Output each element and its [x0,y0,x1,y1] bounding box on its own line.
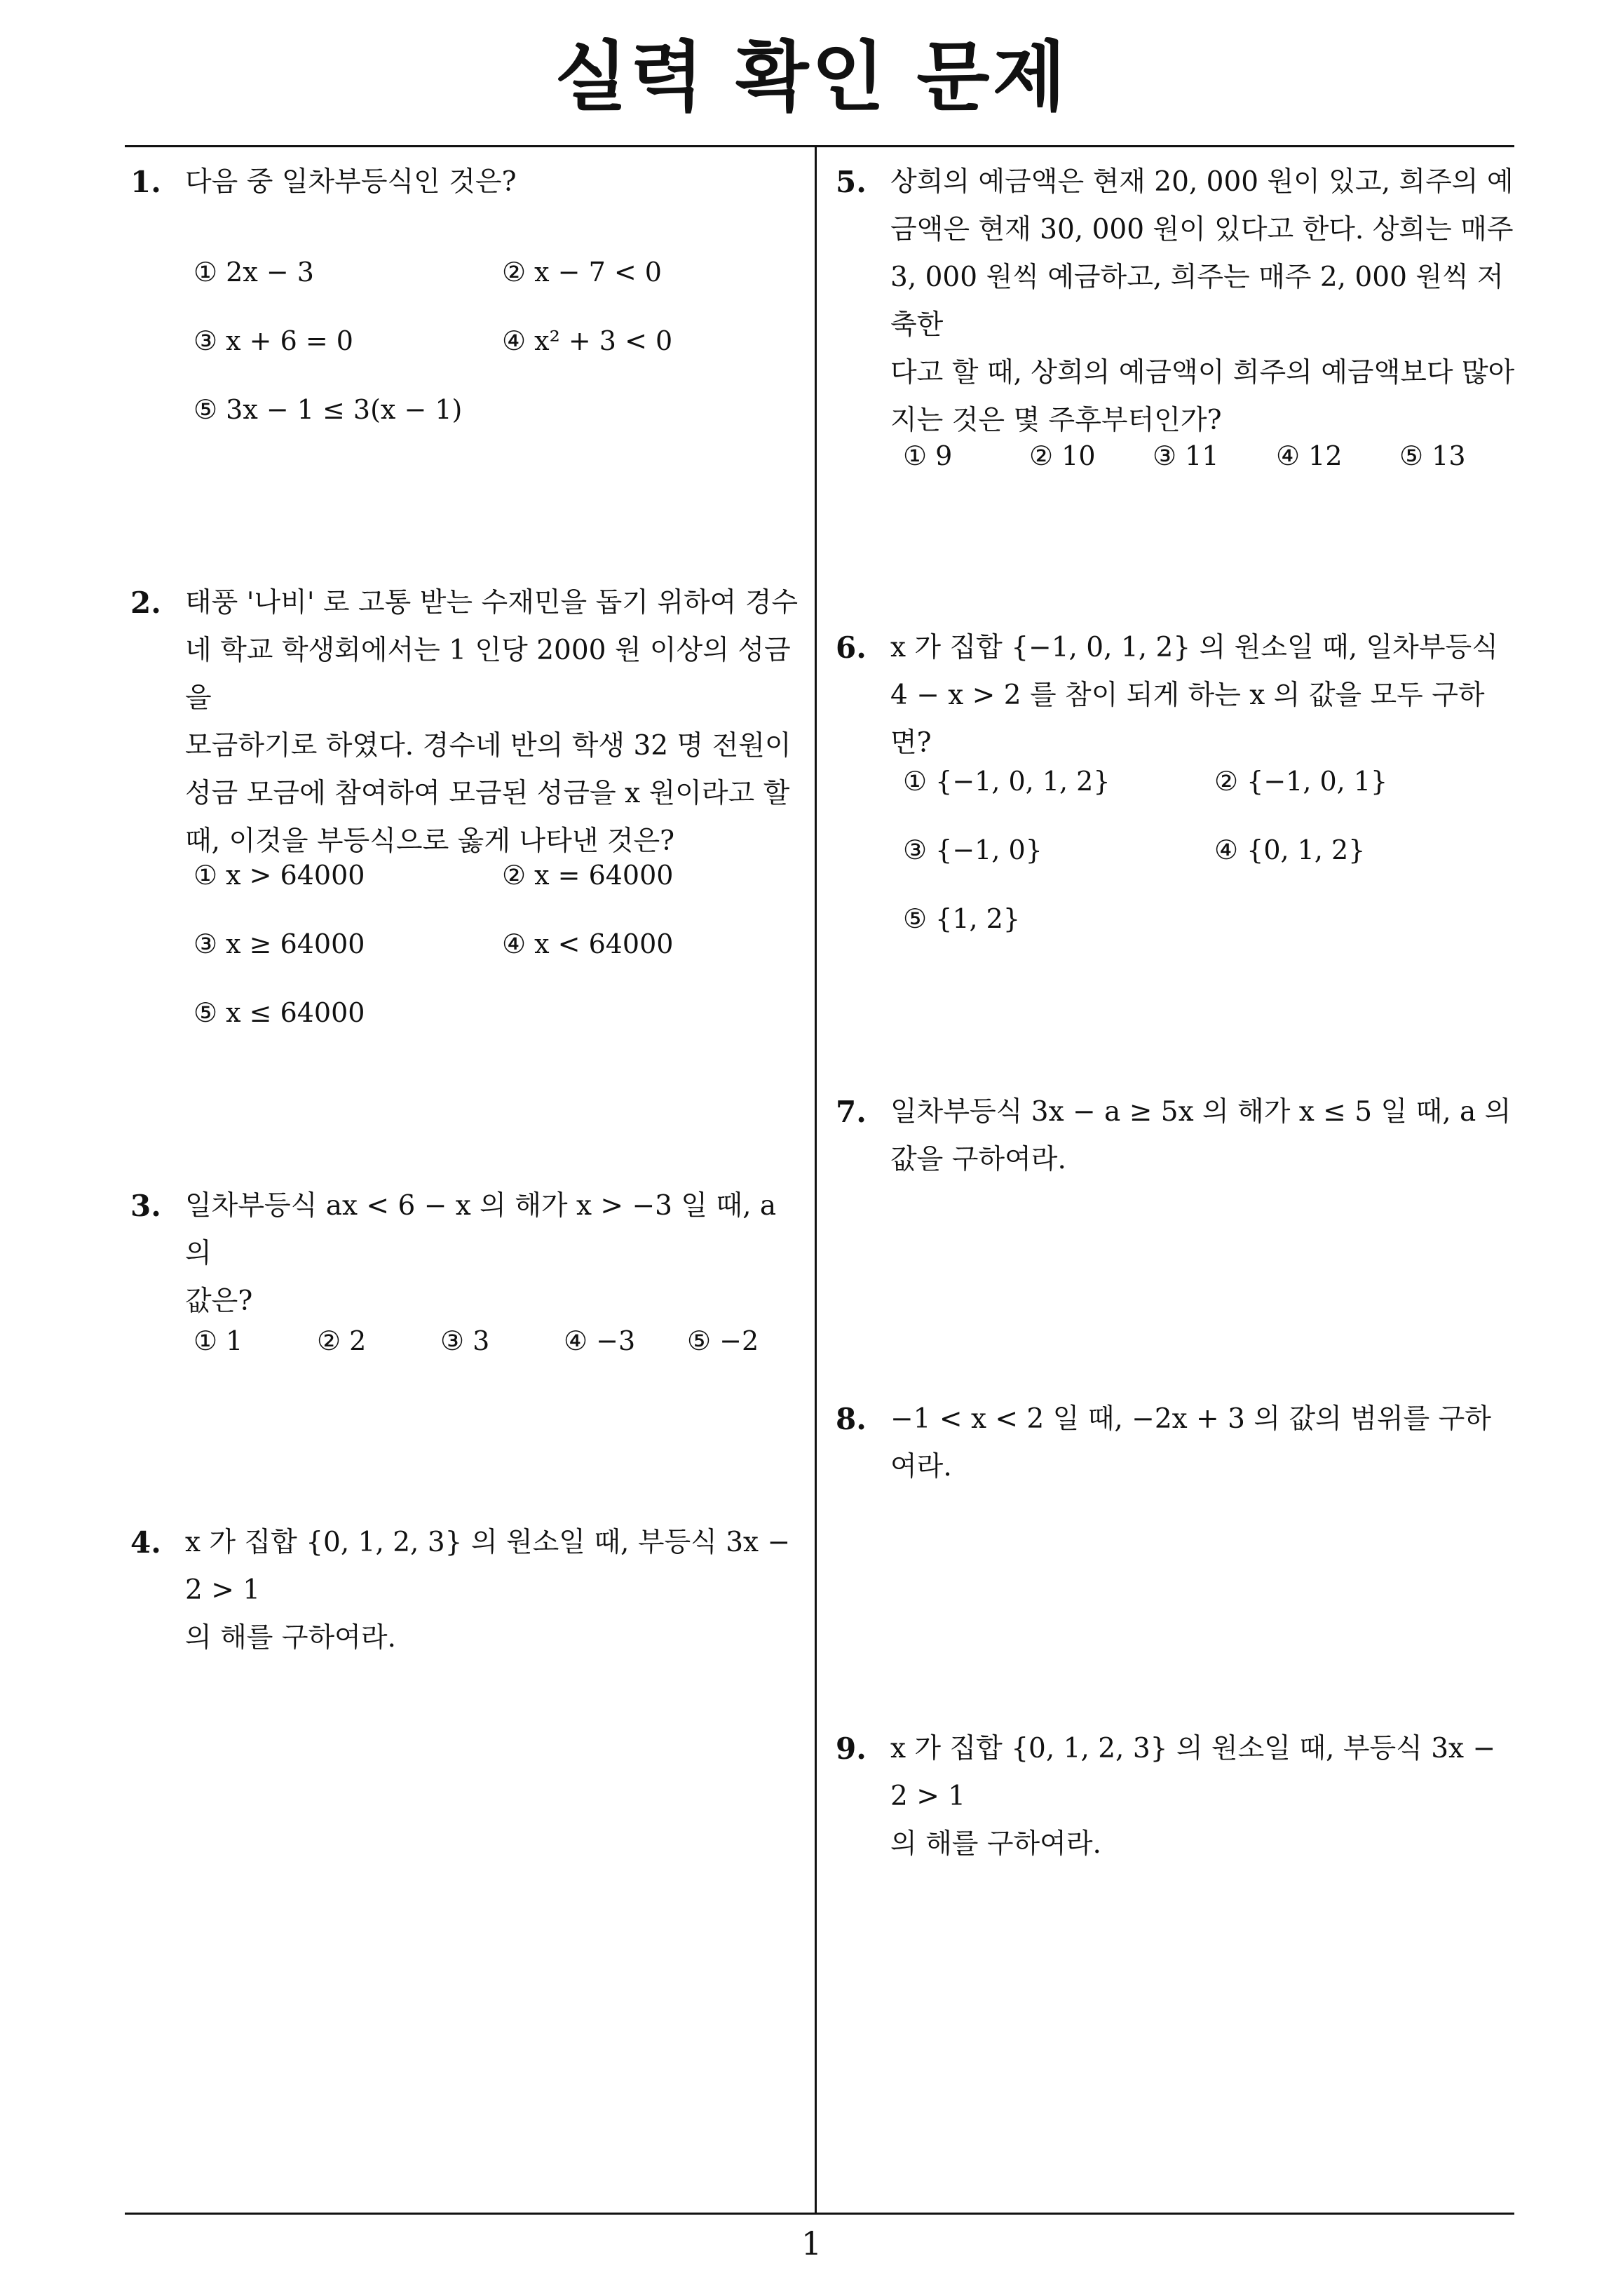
option-1: ① {−1, 0, 1, 2} [903,766,1111,797]
top-rule [125,145,1514,147]
option-3: ③ 11 [1153,440,1219,471]
option-4: ④ x² + 3 < 0 [502,325,673,356]
option-5: ⑤ 13 [1399,440,1466,471]
question-text: x 가 집합 {−1, 0, 1, 2} 의 원소일 때, 일차부등식 4 − x > 2 를 참이 되게 하는 x 의 값을 모두 구하면? [890,632,1498,759]
question-number: 6. [836,630,867,665]
question-number: 8. [836,1402,867,1436]
option-4: ④ 12 [1276,440,1343,471]
option-2: ② x = 64000 [502,860,674,891]
question-number: 2. [130,586,161,620]
option-3: ③ 3 [440,1325,490,1356]
option-5: ⑤ {1, 2} [903,903,1021,934]
option-3: ③ x ≥ 64000 [193,928,365,959]
question-number: 3. [130,1189,161,1223]
page-title: 실력 확인 문제 [554,34,1069,121]
question-text: 다음 중 일차부등식인 것은? [185,166,517,198]
option-1: ① 2x − 3 [193,257,314,288]
option-1: ① x > 64000 [193,860,365,891]
option-5: ⑤ 3x − 1 ≤ 3(x − 1) [193,394,463,425]
question-text: 일차부등식 3x − a ≥ 5x 의 해가 x ≤ 5 일 때, a 의 값을 구하여라. [890,1096,1512,1175]
option-3: ③ {−1, 0} [903,835,1043,865]
option-4: ④ x < 64000 [502,928,674,959]
option-2: ② {−1, 0, 1} [1214,766,1388,797]
option-2: ② 2 [317,1325,367,1356]
question-text: 태풍 '나비' 로 고통 받는 수재민을 돕기 위하여 경수 네 학교 학생회에서는 1 인당 2000 원 이상의 성금을 모금하기로 하였다. 경수네 반의 학생 32 명 전원이 성금 모금에 참여하여 모금된 성금을 x 원이라고 할 때, 이것을 부등식으로 옳게 나타낸 것은? [185,587,799,857]
column-divider [815,147,817,2213]
option-1: ① 9 [903,440,953,471]
question-text: −1 < x < 2 일 때, −2x + 3 의 값의 범위를 구하여라. [890,1403,1491,1483]
question-number: 4. [130,1525,161,1560]
page-number: 1 [801,2224,822,2262]
option-4: ④ −3 [564,1325,636,1356]
question-number: 1. [130,165,161,199]
question-text: x 가 집합 {0, 1, 2, 3} 의 원소일 때, 부등식 3x − 2 > 1 의 해를 구하여라. [890,1733,1496,1860]
bottom-rule [125,2213,1514,2215]
question-number: 5. [836,165,867,199]
question-text: x 가 집합 {0, 1, 2, 3} 의 원소일 때, 부등식 3x − 2 > 1 의 해를 구하여라. [185,1527,791,1654]
option-4: ④ {0, 1, 2} [1214,835,1366,865]
option-3: ③ x + 6 = 0 [193,325,353,356]
option-2: ② 10 [1029,440,1096,471]
option-1: ① 1 [193,1325,243,1356]
question-text: 일차부등식 ax < 6 − x 의 해가 x > −3 일 때, a 의 값은? [185,1190,777,1317]
question-text: 상희의 예금액은 현재 20, 000 원이 있고, 희주의 예 금액은 현재 30, 000 원이 있다고 한다. 상희는 매주 3, 000 원씩 예금하고, 희주는 매주 2, 000 원씩 저축한 다고 할 때, 상희의 예금액이 희주의 예금액보다 많아 지는 것은 몇 주후부터인가? [890,166,1515,436]
option-5: ⑤ x ≤ 64000 [193,997,365,1028]
question-number: 9. [836,1731,867,1766]
question-number: 7. [836,1095,867,1129]
option-2: ② x − 7 < 0 [502,257,662,288]
option-5: ⑤ −2 [687,1325,759,1356]
